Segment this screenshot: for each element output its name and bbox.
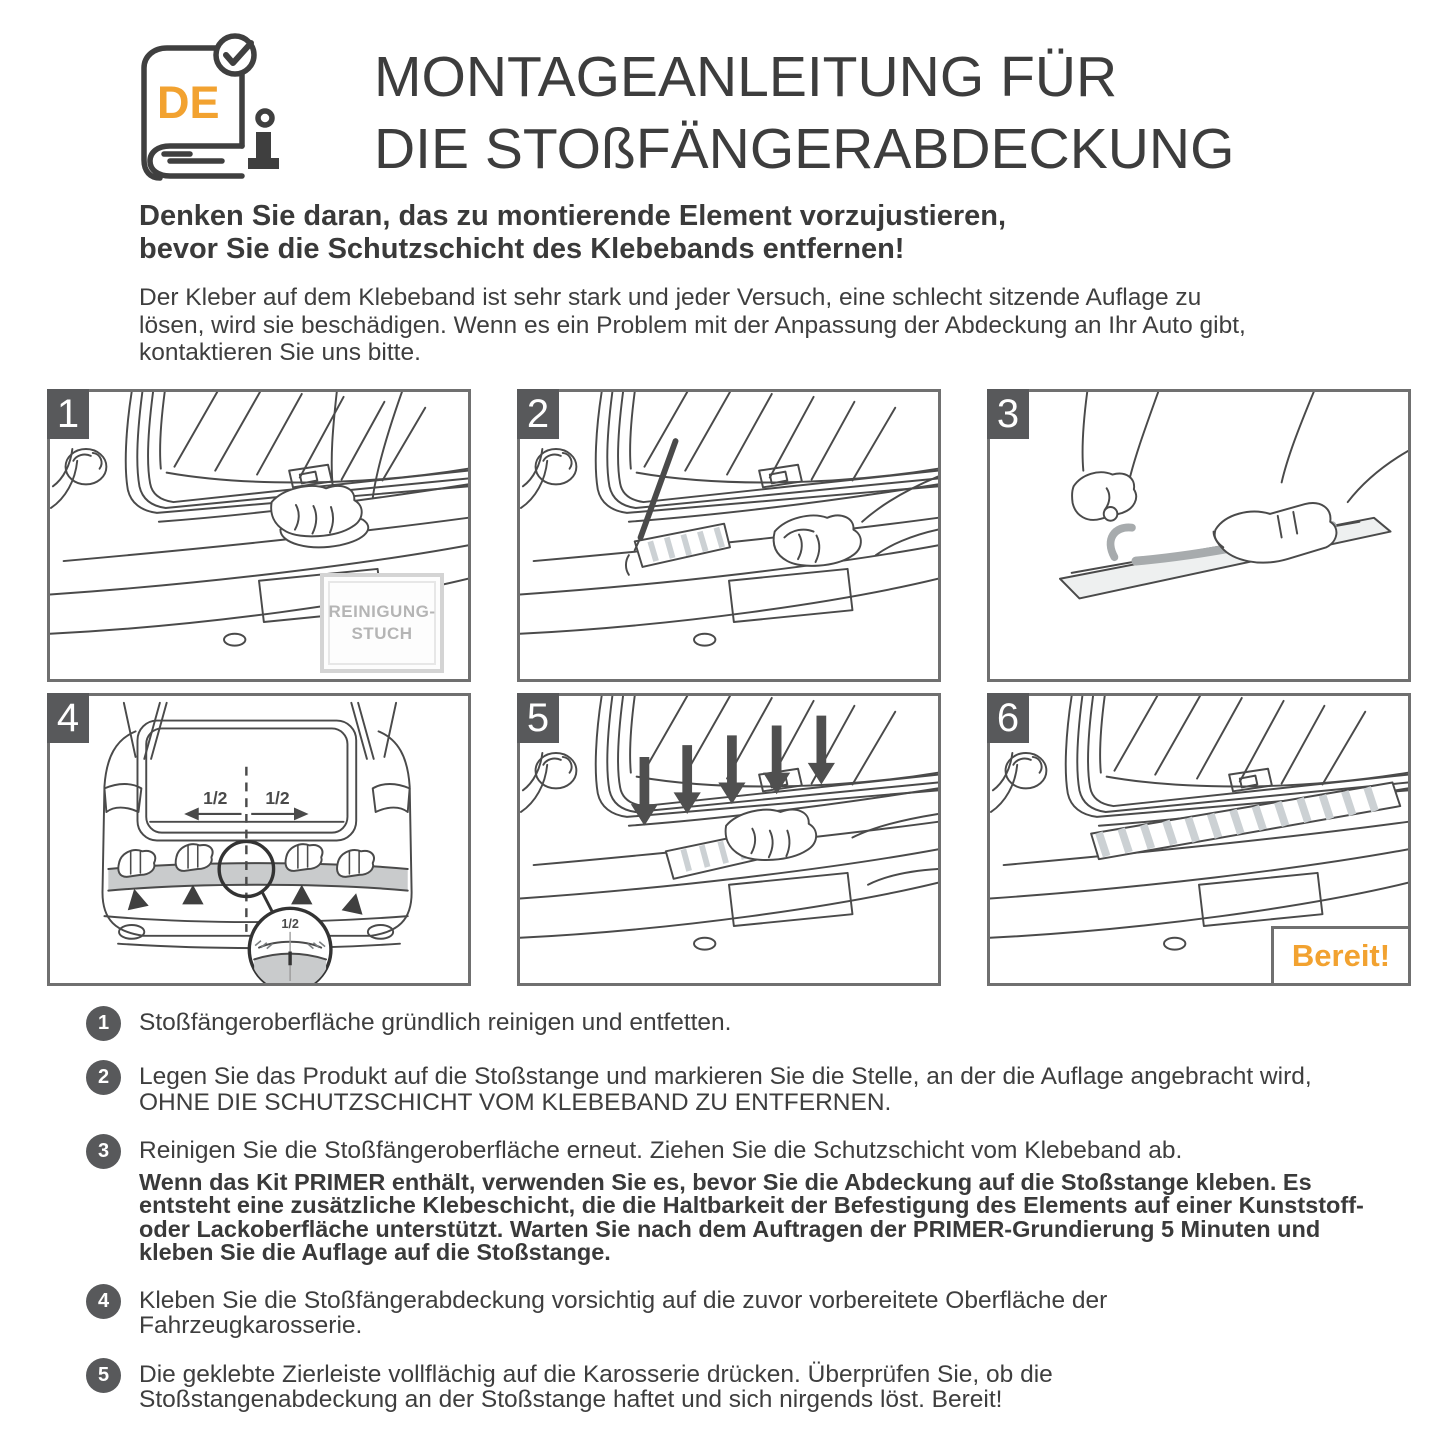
step-line: Legen Sie das Produkt auf die Stoßstange und markieren Sie die Stelle, an der die Auflage angebracht wird, <box>139 1063 1312 1090</box>
step-text <box>139 1134 1364 1265</box>
step-text <box>139 1006 732 1041</box>
intro-line: lösen, wird sie beschädigen. Wenn es ein Problem mit der Anpassung der Abdeckung an Ihr Auto gibt, <box>139 311 1246 339</box>
step-number-badge: 4 <box>86 1284 121 1319</box>
step-line: Fahrzeugkarosserie. <box>139 1312 363 1339</box>
panel-step-3 <box>987 389 1411 682</box>
step-item-1 <box>86 1006 1364 1041</box>
page-title-line1: MONTAGEANLEITUNG FÜR <box>374 45 1118 109</box>
measure-half-right: 1/2 <box>265 788 290 809</box>
step-line: Stoßstangenabdeckung an der Stoßstange haftet und sich nirgends löst. Bereit! <box>139 1386 1003 1413</box>
panel-step-4 <box>47 693 471 986</box>
panel-number: 5 <box>517 693 559 743</box>
cleaning-cloth-label <box>320 573 444 673</box>
cleaning-cloth-text: REINIGUNG- STUCH <box>328 602 436 643</box>
intro-line: Der Kleber auf dem Klebeband ist sehr stark und jeder Versuch, eine schlecht sitzende Auflage zu <box>139 284 1202 311</box>
book-manual-icon <box>130 28 310 198</box>
ready-badge: Bereit! <box>1271 926 1411 986</box>
panel-number: 1 <box>47 389 89 439</box>
step-line: Stoßfängeroberfläche gründlich reinigen und entfetten. <box>139 1009 732 1036</box>
note-line: entsteht eine zusätzliche Klebeschicht, die die Haltbarkeit der Befestigung des Elements auf einer Kunststoff- <box>139 1192 1364 1218</box>
intro-text <box>139 284 1246 367</box>
panel-number: 2 <box>517 389 559 439</box>
cleaning-cloth-label-frame <box>328 581 436 665</box>
step-number-badge: 3 <box>86 1134 121 1169</box>
intro-line: kontaktieren Sie uns bitte. <box>139 339 421 366</box>
step-item-3 <box>86 1134 1364 1265</box>
step-number-badge: 2 <box>86 1060 121 1095</box>
step-text <box>139 1060 1312 1115</box>
step-text <box>139 1358 1053 1413</box>
step-line: Reinigen Sie die Stoßfängeroberfläche erneut. Ziehen Sie die Schutzschicht vom Klebeband ab. <box>139 1137 1183 1164</box>
warning-line: bevor Sie die Schutzschicht des Klebebands entfernen! <box>139 233 905 265</box>
steps-list <box>86 1006 1364 1432</box>
step-number-badge: 5 <box>86 1358 121 1393</box>
step-text <box>139 1284 1107 1339</box>
panel-number: 6 <box>987 693 1029 743</box>
step-item-2 <box>86 1060 1364 1115</box>
illustration-grid <box>47 389 1411 986</box>
panel-3-illustration <box>990 392 1408 679</box>
panel-step-2 <box>517 389 941 682</box>
note-line: kleben Sie die Auflage auf die Stoßstange. <box>139 1239 611 1265</box>
step-line: Die geklebte Zierleiste vollflächig auf die Karosserie drücken. Überprüfen Sie, ob die <box>139 1360 1053 1388</box>
step-line: OHNE DIE SCHUTZSCHICHT VOM KLEBEBAND ZU ENTFERNEN. <box>139 1088 892 1116</box>
panel-number: 3 <box>987 389 1029 439</box>
panel-4-illustration <box>50 696 468 983</box>
panel-step-6 <box>987 693 1411 986</box>
panel-step-1 <box>47 389 471 682</box>
note-line: oder Lackoberfläche unterstützt. Warten Sie nach dem Auftragen der PRIMER-Grundierung 5 Minuten und <box>139 1215 1321 1242</box>
warning-text <box>139 200 1006 266</box>
step-line: Kleben Sie die Stoßfängerabdeckung vorsichtig auf die zuvor vorbereitete Oberfläche der <box>139 1286 1108 1314</box>
panel-5-illustration <box>520 696 938 983</box>
primer-note <box>139 1168 1364 1265</box>
note-line: Wenn das Kit PRIMER enthält, verwenden Sie es, bevor Sie die Abdeckung auf die Stoßstange kleben. Es <box>139 1168 1312 1195</box>
step-item-4 <box>86 1284 1364 1339</box>
page-title-line2: DIE STOßFÄNGERABDECKUNG <box>374 117 1235 181</box>
step-number-badge: 1 <box>86 1006 121 1041</box>
panel-number: 4 <box>47 693 89 743</box>
detail-half-label: 1/2 <box>281 916 299 931</box>
panel-2-illustration <box>520 392 938 679</box>
language-badge: DE <box>157 77 220 128</box>
step-item-5 <box>86 1358 1364 1413</box>
warning-line: Denken Sie daran, das zu montierende Element vorzujustieren, <box>139 200 1007 232</box>
panel-step-5 <box>517 693 941 986</box>
info-icon <box>248 111 279 169</box>
measure-half-left: 1/2 <box>203 788 228 809</box>
